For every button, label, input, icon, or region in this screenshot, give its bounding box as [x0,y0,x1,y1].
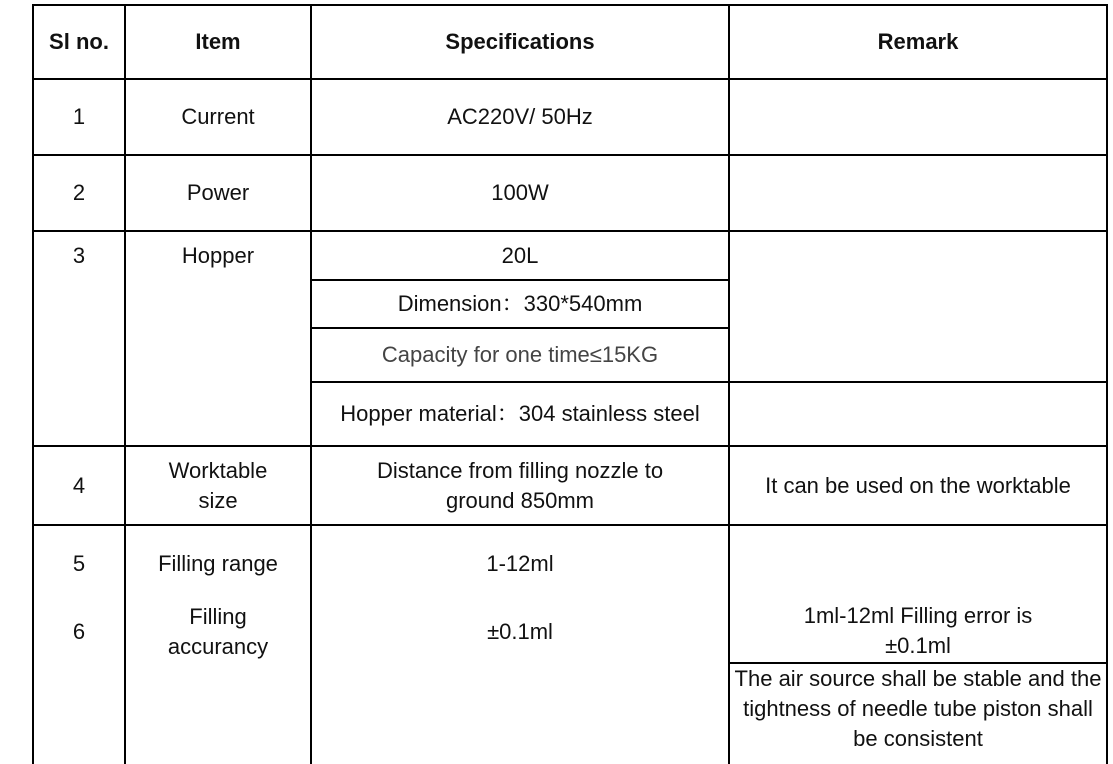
header-remark: Remark [877,29,959,54]
row6-remark-air-source: The air source shall be stable and the tightness of needle tube piston shall be consistent [734,666,1102,751]
row5-item: Filling range [158,551,278,576]
row1-spec: AC220V/ 50Hz [447,104,593,129]
header-sl: Sl no. [49,29,109,54]
row4-item: Worktable size [168,457,268,513]
row1-sl: 1 [72,104,86,129]
table-border-right [1106,4,1108,764]
row1-item: Current [181,104,255,129]
row2-item: Power [186,180,250,205]
table-rule [32,524,1108,526]
header-item: Item [195,29,241,54]
row6-item: Filling accurancy [167,604,269,659]
row3-spec-material: Hopper material：304 stainless steel [340,401,700,426]
row2-sl: 2 [72,180,86,205]
row6-remark-error: 1ml-12ml Filling error is ±0.1ml [803,603,1033,658]
row4-spec: Distance from filling nozzle to ground 850mm [376,457,664,513]
row4-sl: 4 [72,472,86,498]
row3-sl: 3 [72,243,86,268]
row3-spec-capacity: Capacity for one time≤15KG [381,342,659,367]
row3-spec-dimension: Dimension：330*540mm [397,291,643,316]
row2-spec: 100W [491,180,549,205]
row6-sl: 6 [72,619,86,644]
row4-remark: It can be used on the worktable [765,472,1071,498]
row6-spec: ±0.1ml [487,619,553,644]
row5-sl: 5 [72,551,86,576]
row3-item: Hopper [181,243,255,268]
header-spec: Specifications [445,29,595,54]
row3-spec-volume: 20L [501,242,539,268]
row5-spec: 1-12ml [486,551,554,576]
